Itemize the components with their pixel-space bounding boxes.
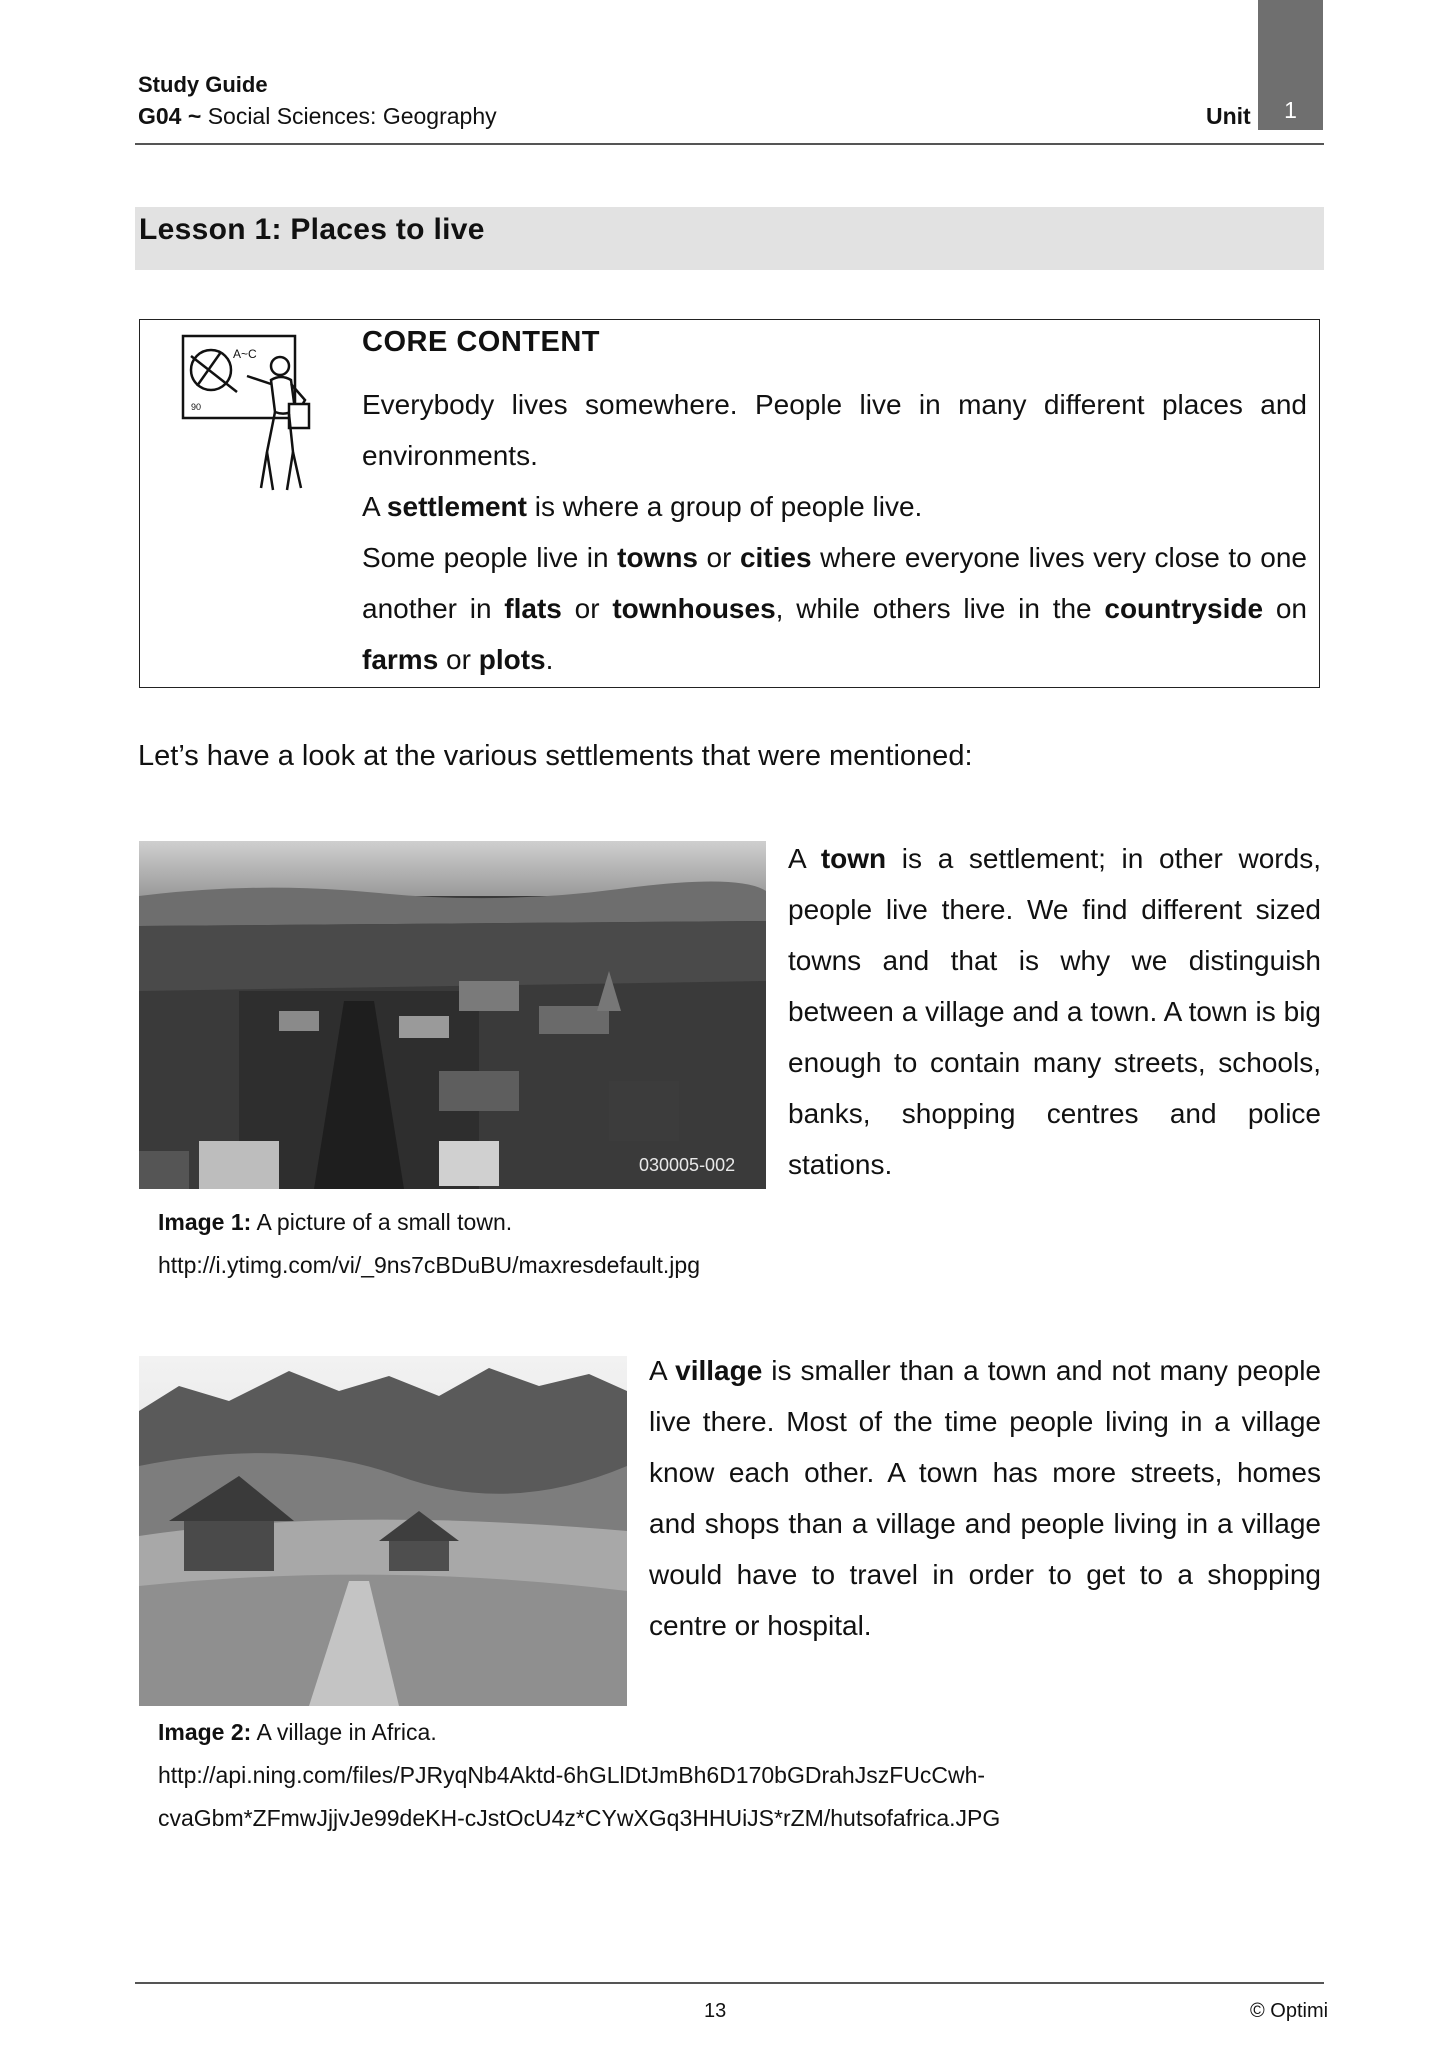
svg-text:A~C: A~C [233,347,257,361]
town-photo [139,841,766,1189]
intro-sentence: Let’s have a look at the various settlements that were mentioned: [138,740,973,772]
town-paragraph: A town is a settlement; in other words, people live there. We find different sized towns and that is why we distinguish between a village and a town. A town is big enough to contain many streets, schools, banks, shopping centres and police stations. [788,843,1321,1180]
core-content-text [362,379,1307,685]
core-content-heading: CORE CONTENT [362,326,600,358]
doc-title: Study Guide [138,72,268,97]
unit-number: 1 [1284,97,1297,123]
lesson-title: Lesson 1: Places to live [139,213,485,246]
village-caption-text: Image 2: A village in Africa. [158,1719,437,1745]
subject-name: Social Sciences: Geography [207,103,497,129]
town-caption [158,1201,700,1287]
copyright-notice: © Optimi [1250,2000,1329,2022]
lesson-banner [135,207,1324,270]
unit-tab [1258,0,1323,130]
svg-text:90: 90 [191,402,202,412]
core-paragraph-2: A settlement is where a group of people live. [362,491,923,522]
core-paragraph-1: Everybody lives somewhere. People live in many different places and environments. [362,389,1307,471]
village-caption [158,1711,1000,1840]
village-caption-url-line-1: http://api.ning.com/files/PJRyqNb4Aktd-6hGLlDtJmBh6D170bGDrahJszFUcCwh- [158,1762,986,1788]
doc-subject [138,103,497,130]
town-caption-url: http://i.ytimg.com/vi/_9ns7cBDuBU/maxresdefault.jpg [158,1252,701,1278]
town-caption-text: Image 1: A picture of a small town. [158,1209,513,1235]
core-paragraph-3: Some people live in towns or cities where everyone lives very close to one another in flats or townhouses, while others live in the countryside on farms or plots. [362,542,1307,675]
page-number: 13 [704,2000,727,2022]
village-caption-url-line-2: cvaGbm*ZFmwJjjvJe99deKH-cJstOcU4z*CYwXGq3HHUiJS*rZM/hutsofafrica.JPG [158,1805,1001,1831]
unit-label: Unit [1206,103,1251,129]
village-paragraph: A village is smaller than a town and not many people live there. Most of the time people living in a village know each other. A town has more streets, homes and shops than a village and people living in a village would have to travel in order to get to a shopping centre or hospital. [649,1355,1321,1641]
village-photo [139,1356,627,1706]
image-watermark: 030005-002 [639,1155,736,1175]
course-code: G04 ~ [138,103,202,129]
teacher-at-board-icon [177,330,327,495]
header-divider [135,143,1324,145]
footer-divider [135,1982,1324,1984]
